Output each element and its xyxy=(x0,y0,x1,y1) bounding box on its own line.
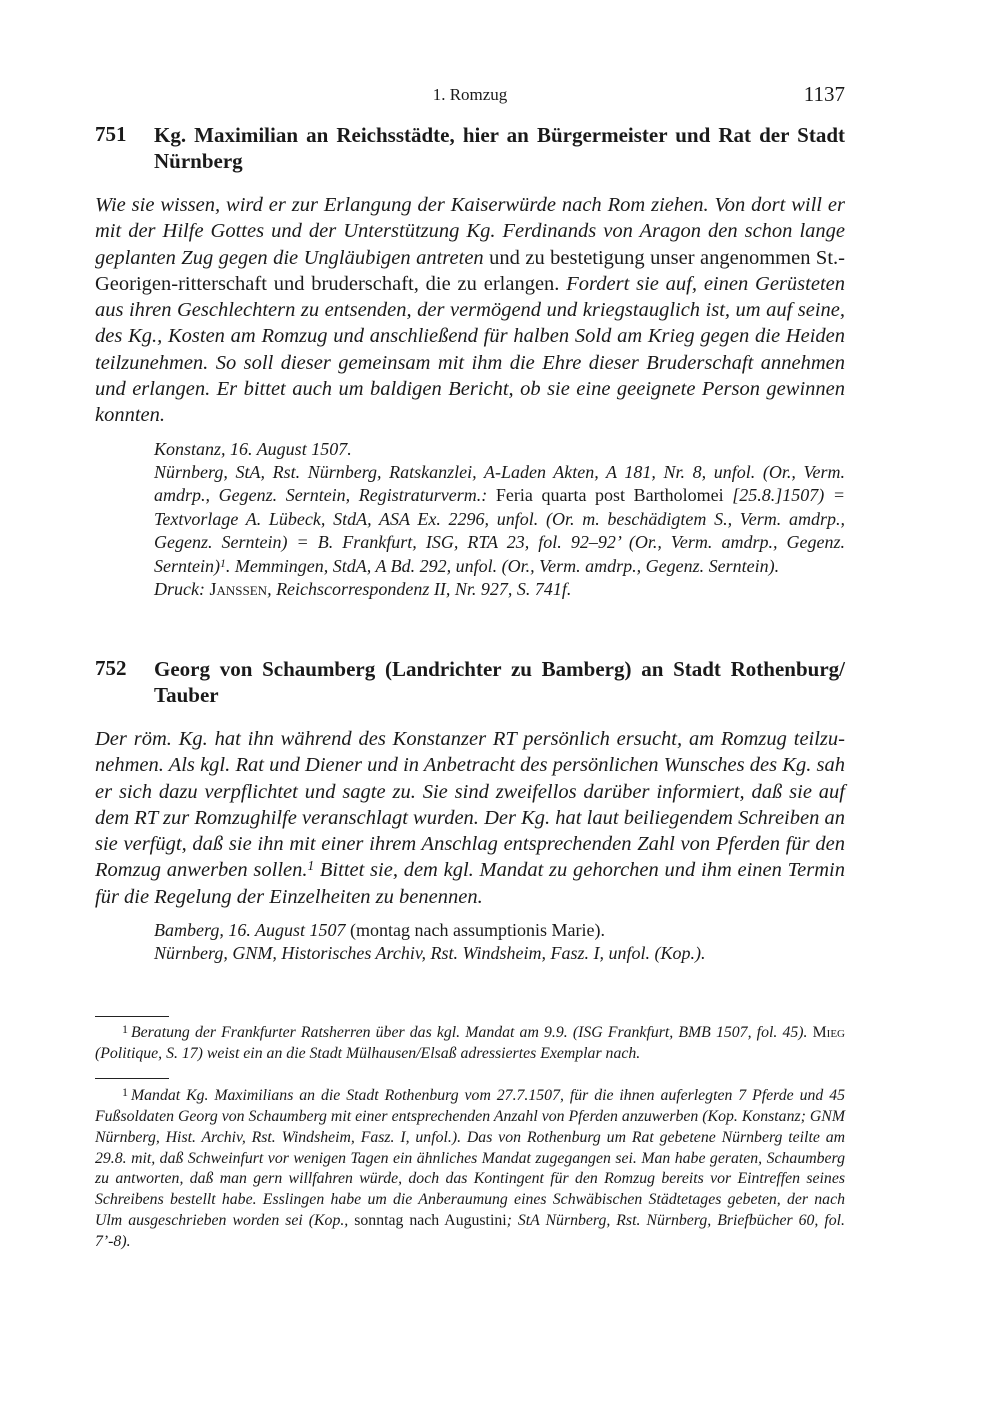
footnote-1 xyxy=(95,1019,845,1065)
footnote-text: ; StA Nürnberg, Rst. Nürnberg, Briefbücher 60, fol. 7’-8). xyxy=(95,1211,845,1250)
source-quote: Feria quarta post Bartholomei xyxy=(495,485,724,506)
entry-752 xyxy=(95,656,845,966)
print-title: , Reichscorrespondenz II, Nr. 927, S. 741f. xyxy=(267,579,572,600)
footnote-ref[interactable]: 1 xyxy=(307,858,315,874)
entry-heading xyxy=(95,122,845,174)
regest-quote: und zu bestetigung unser angenommen St.-Georigen-ritterschaft und bruderschaft, die zu erlangen. xyxy=(95,246,845,295)
footnote-2 xyxy=(95,1082,845,1253)
footnote-text: (Politique, S. 17) weist ein an die Stadt Mülhausen/Elsaß adressiertes Exemplar nach. xyxy=(95,1044,641,1062)
footnote-mark: 1 xyxy=(122,1085,128,1099)
source-text: Nürnberg, StA, Rst. Nürnberg, Ratskanzlei, A-Laden Akten, A 181, Nr. 8, unfol. (Or., Verm. amdrp., Gegenz. Serntein, Registraturverm.: xyxy=(154,462,845,506)
date-place xyxy=(154,919,845,942)
regest-text: Fordert sie auf, einen Gerüsteten aus ihren Geschlechtern zu entsenden, der vermögend und kriegstauglich ist, um auf seine, des Kg., Kosten am Romzug und anschließend für halben Sold am Krieg gegen die Heiden teilzunehmen. So soll dieser gemeinsam mit ihm die Ehre dieser Bruderschaft annehmen und erlangen. Er bittet auch um baldigen Bericht, ob sie eine geeignete Person gewinnen konnten. xyxy=(95,272,845,427)
date-place: Konstanz, 16. August 1507. xyxy=(154,438,352,459)
entry-title: Georg von Schaumberg (Landrichter zu Bamberg) an Stadt Rothenburg/ Tauber xyxy=(154,657,845,707)
entry-regest xyxy=(95,192,845,429)
running-head xyxy=(95,82,845,106)
footnote-quote: sonntag nach Augustini xyxy=(354,1211,507,1229)
footnote-rule xyxy=(95,1078,169,1079)
entry-title: Kg. Maximilian an Reichsstädte, hier an Bürgermeister und Rat der Stadt Nürnberg xyxy=(154,123,845,173)
print-note xyxy=(154,578,845,601)
source-note xyxy=(154,461,845,578)
print-author: Janssen xyxy=(209,579,268,600)
entry-751 xyxy=(95,122,845,602)
footnote-text: Beratung der Frankfurter Ratsherren über das kgl. Mandat am 9.9. (ISG Frankfurt, BMB 1507, fol. 45). xyxy=(131,1024,813,1042)
footnote-ref[interactable]: 1 xyxy=(219,556,226,570)
entry-regest xyxy=(95,726,845,910)
source-note: Nürnberg, GNM, Historisches Archiv, Rst. Windsheim, Fasz. I, unfol. (Kop.). xyxy=(154,943,706,964)
footnote-mark: 1 xyxy=(122,1022,128,1036)
date-note: (montag nach assumptionis Marie). xyxy=(345,920,605,941)
entry-number: 752 xyxy=(95,656,127,680)
running-title: 1. Romzug xyxy=(432,85,508,104)
entry-number: 751 xyxy=(95,122,127,146)
regest-text: Wie sie wissen, wird er zur Erlangung der Kaiserwürde nach Rom ziehen. Von dort will er mit der Hilfe Gottes und der Unterstützung Kg. Ferdinands von Aragon den schon lange geplanten Zug gegen die Ungläubigen antreten xyxy=(95,194,845,269)
print-label: Druck: xyxy=(154,579,210,600)
regest-text: Bittet sie, dem kgl. Mandat zu gehorchen und ihm einen Termin für die Regelung der Einzelheiten zu benennen. xyxy=(95,859,845,908)
footnote-author: Mieg xyxy=(812,1024,845,1042)
footnote-rule xyxy=(95,1016,169,1017)
source-text: . Memmingen, StdA, A Bd. 292, unfol. (Or., Verm. amdrp., Gegenz. Serntein). xyxy=(225,555,780,576)
entry-heading xyxy=(95,656,845,708)
page-number: 1137 xyxy=(803,82,845,106)
regest-text: Der röm. Kg. hat ihn während des Konstanzer RT persönlich ersucht, am Romzug teilzu-nehmen. Als kgl. Rat und Diener und in Anbetracht des persönlichen Wunsches des Kg. sah er sich dazu verpflichtet und sagte zu. Sie sind zweifellos darüber informiert, daß sie auf dem RT zur Romzughilfe veranschlagt wurden. Der Kg. hat laut beiliegendem Schreiben an sie verfügt, daß sie ihn mit einer ihrem Anschlag entsprechenden Zahl von Pferden für den Romzug anwerben sollen. xyxy=(95,728,845,882)
date-text: Bamberg, 16. August 1507 xyxy=(154,920,346,941)
source-text: [25.8.]1507) = Textvorlage A. Lübeck, StdA, ASA Ex. 2296, unfol. (Or. m. beschädigtem S., Verm. amdrp., Gegenz. Serntein) = B. Frankfurt, ISG, RTA 23, fol. 92–92’ (Or., Verm. amdrp., Gegenz. Serntein) xyxy=(154,485,845,576)
footnote-text: Mandat Kg. Maximilians an die Stadt Rothenburg vom 27.7.1507, für die ihnen auferlegten 7 Pferde und 45 Fußsoldaten Georg von Schaumberg mit einer entsprechenden Anzahl von Pferden anzuwerben (Kop. Konstanz; GNM Nürnberg, Hist. Archiv, Rst. Windsheim, Fasz. I, unfol.). Das von Rothenburg um Rat gebetene Nürnberg teilte am 29.8. mit, daß Schweinfurt vor wenigen Tagen ein ähnliches Mandat zugegangen sei. Man habe geraten, Schaumberg zu antworten, daß man gern willfahren würde, doch das Kontingent für den Romzug bereits vor Eintreffen seines Schreibens bestellt habe. Esslingen habe um die Anberaumung eines Schwäbischen Städtetages gebeten, der nach Ulm ausgeschrieben worden sei (Kop., xyxy=(95,1087,845,1229)
